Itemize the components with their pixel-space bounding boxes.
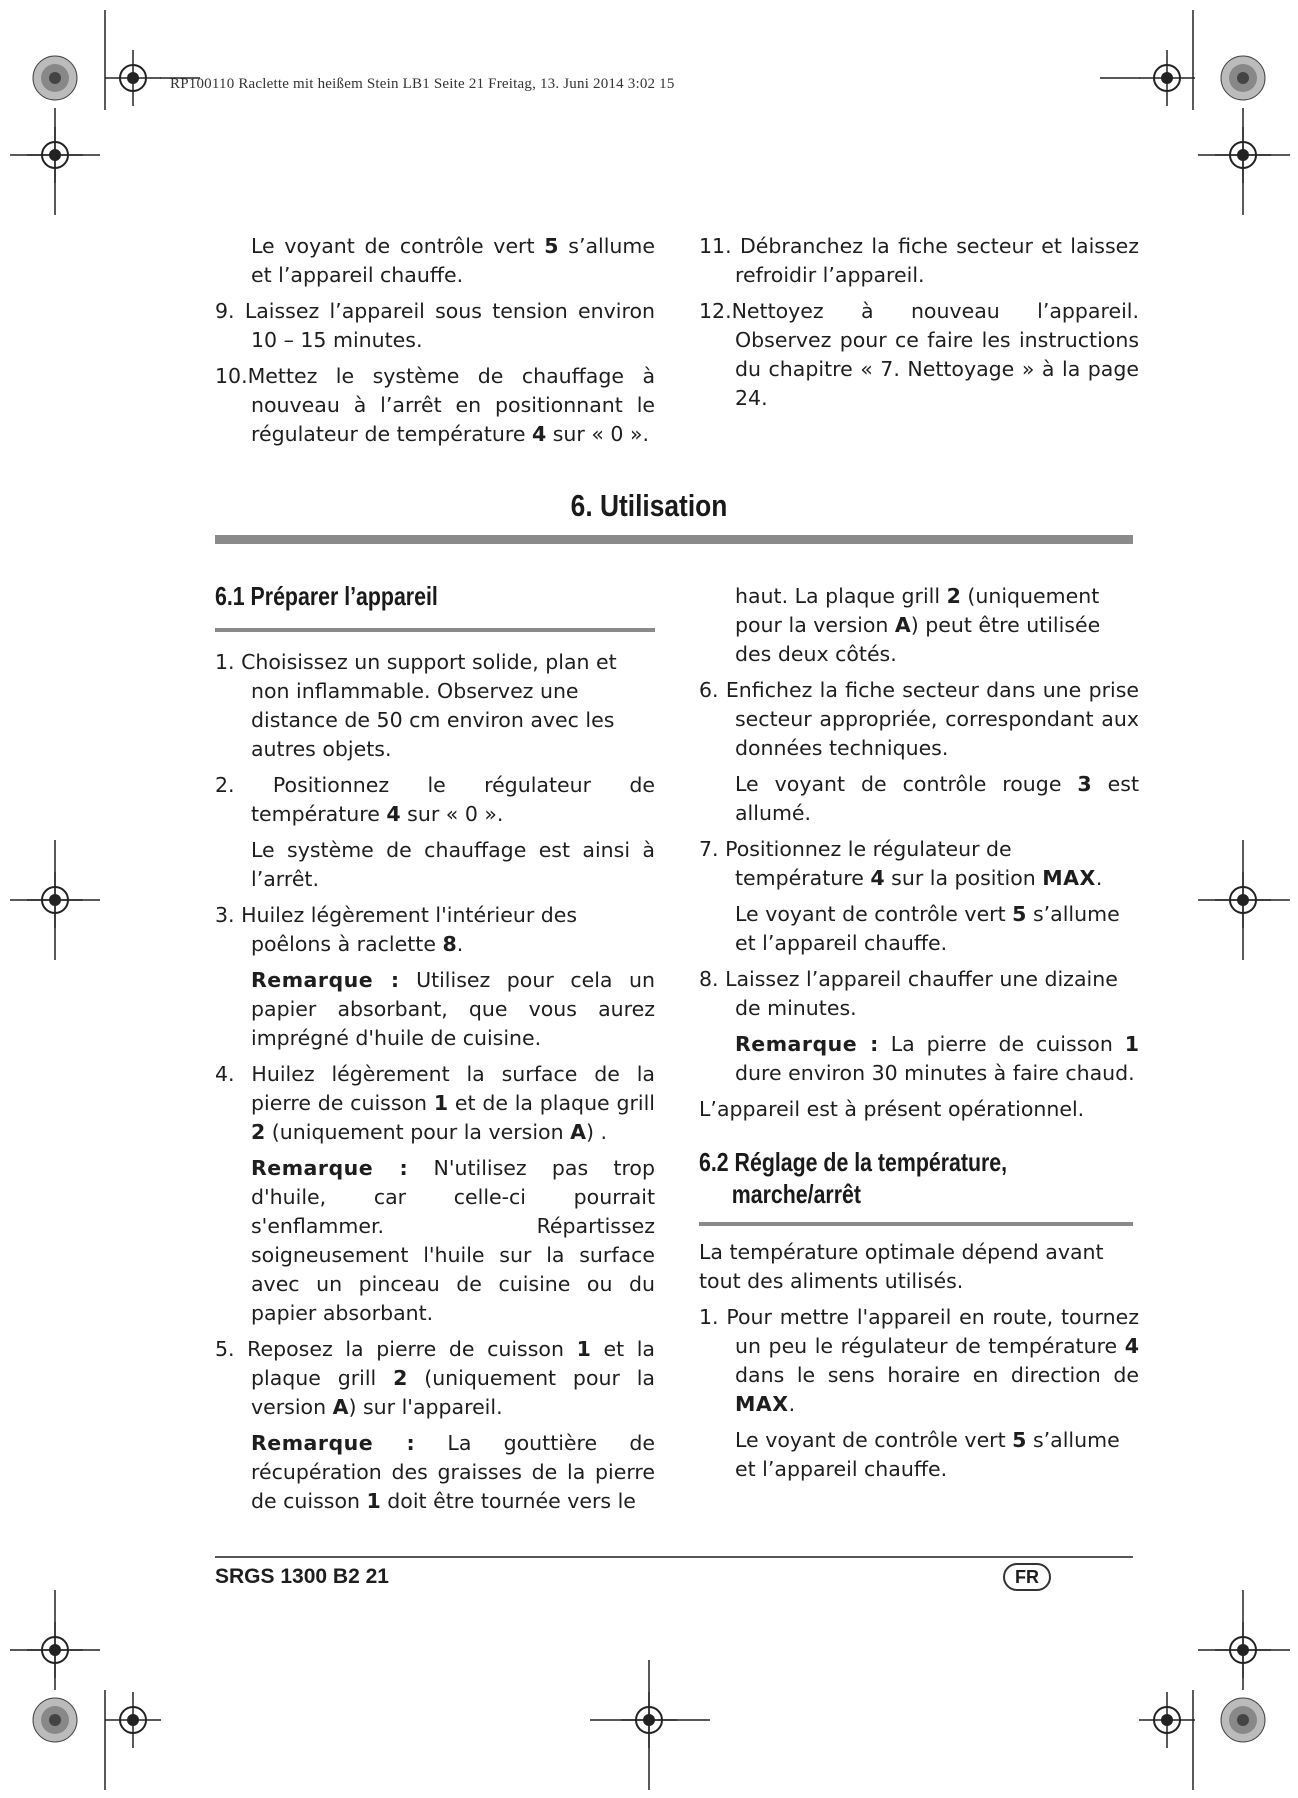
step-12: 12.Nettoyez à nouveau l’appareil. Observez pour ce faire les instructions du chapitre « 7. Nettoyage » à la page 24. <box>699 299 1139 410</box>
prep-step-5: 5. Reposez la pierre de cuisson 1 et la plaque grill 2 (uniquement pour la version A) sur l'appareil. <box>215 1337 655 1419</box>
crosshair-icon <box>105 1692 161 1748</box>
right-column <box>699 582 1139 1131</box>
temp-step-1: 1. Pour mettre l'appareil en route, tournez un peu le régulateur de température 4 dans le sens horaire en direction de MAX. <box>699 1305 1139 1416</box>
footer-rule <box>215 1556 1133 1558</box>
color-rosette-icon <box>1221 1698 1265 1742</box>
right-column-lower <box>699 1238 1139 1491</box>
subsection-title-line-2: marche/arrêt <box>731 1179 861 1209</box>
prep-step-4-remark: Remarque : N'utilisez pas trop d'huile, car celle-ci pourrait s'enflammer. Répartissez soigneusement l'huile sur la surface avec un pinceau de cuisine ou du papier absorbant. <box>251 1156 655 1325</box>
top-left-column <box>215 232 655 456</box>
section-rule <box>215 535 1133 544</box>
subsection-title: 6.1 Préparer l’appareil <box>215 581 438 611</box>
prep-step-6: 6. Enfichez la fiche secteur dans une prise secteur appropriée, correspondant aux données techniques. <box>699 678 1139 760</box>
prep-step-5-remark: Remarque : La gouttière de récupération des graisses de la pierre de cuisson 1 doit être tournée vers le <box>251 1431 655 1513</box>
section-title: 6. Utilisation <box>570 488 728 523</box>
prep-step-4: 4. Huilez légèrement la surface de la pierre de cuisson 1 et de la plaque grill 2 (uniquement pour la version A) . <box>215 1062 655 1144</box>
crosshair-icon <box>1139 1692 1195 1748</box>
color-rosette-icon <box>33 56 77 100</box>
step-9: 9. Laissez l’appareil sous tension environ 10 – 15 minutes. <box>215 299 655 352</box>
prep-step-6-note: Le voyant de contrôle rouge 3 est allumé. <box>735 772 1139 825</box>
color-rosette-icon <box>1221 56 1265 100</box>
subsection-rule <box>699 1222 1133 1226</box>
subsection-rule <box>215 628 655 632</box>
step-11: 11. Débranchez la fiche secteur et laissez refroidir l’appareil. <box>699 234 1139 287</box>
subsection-6-1 <box>215 580 655 632</box>
subsection-6-2 <box>699 1146 1139 1226</box>
step-8-note: Le voyant de contrôle vert 5 s’allume et l’appareil chauffe. <box>251 234 655 287</box>
prep-step-8: 8. Laissez l’appareil chauffer une dizaine de minutes. <box>699 967 1118 1020</box>
prep-step-7: 7. Positionnez le régulateur de température 4 sur la position MAX. <box>699 837 1103 890</box>
step-10: 10.Mettez le système de chauffage à nouveau à l’arrêt en positionnant le régulateur de température 4 sur « 0 ». <box>215 364 655 446</box>
temp-step-1-note: Le voyant de contrôle vert 5 s’allume et l’appareil chauffe. <box>735 1428 1120 1481</box>
crosshair-icon <box>105 50 161 106</box>
top-right-column <box>699 232 1139 420</box>
prep-step-3: 3. Huilez légèrement l'intérieur des poêlons à raclette 8. <box>215 903 578 956</box>
footer-model-page: SRGS 1300 B2 21 <box>215 1565 389 1588</box>
temperature-intro: La température optimale dépend avant tout des aliments utilisés. <box>699 1240 1104 1293</box>
prep-step-3-remark: Remarque : Utilisez pour cela un papier absorbant, que vous aurez imprégné d'huile de cuisine. <box>251 968 655 1050</box>
color-rosette-icon <box>33 1698 77 1742</box>
left-column <box>215 648 655 1523</box>
prep-step-8-remark: Remarque : La pierre de cuisson 1 dure environ 30 minutes à faire chaud. <box>735 1032 1139 1085</box>
print-info: RP100110 Raclette mit heißem Stein LB1 Seite 21 Freitag, 13. Juni 2014 3:02 15 <box>170 76 675 92</box>
ready-statement: L’appareil est à présent opérationnel. <box>699 1097 1085 1121</box>
subsection-title-line-1: 6.2 Réglage de la température, <box>699 1147 1008 1177</box>
prep-step-2: 2. Positionnez le régulateur de température 4 sur « 0 ». <box>215 773 655 826</box>
prep-step-2-note: Le système de chauffage est ainsi à l’arrêt. <box>251 838 655 891</box>
prep-step-1: 1. Choisissez un support solide, plan et non inflammable. Observez une distance de 50 cm environ avec les autres objets. <box>215 650 617 761</box>
language-badge: FR <box>1003 1563 1051 1591</box>
prep-step-7-note: Le voyant de contrôle vert 5 s’allume et l’appareil chauffe. <box>735 902 1120 955</box>
prep-step-5-continued: haut. La plaque grill 2 (uniquement pour la version A) peut être utilisée des deux côtés. <box>735 584 1101 666</box>
crosshair-icon <box>1139 50 1195 106</box>
